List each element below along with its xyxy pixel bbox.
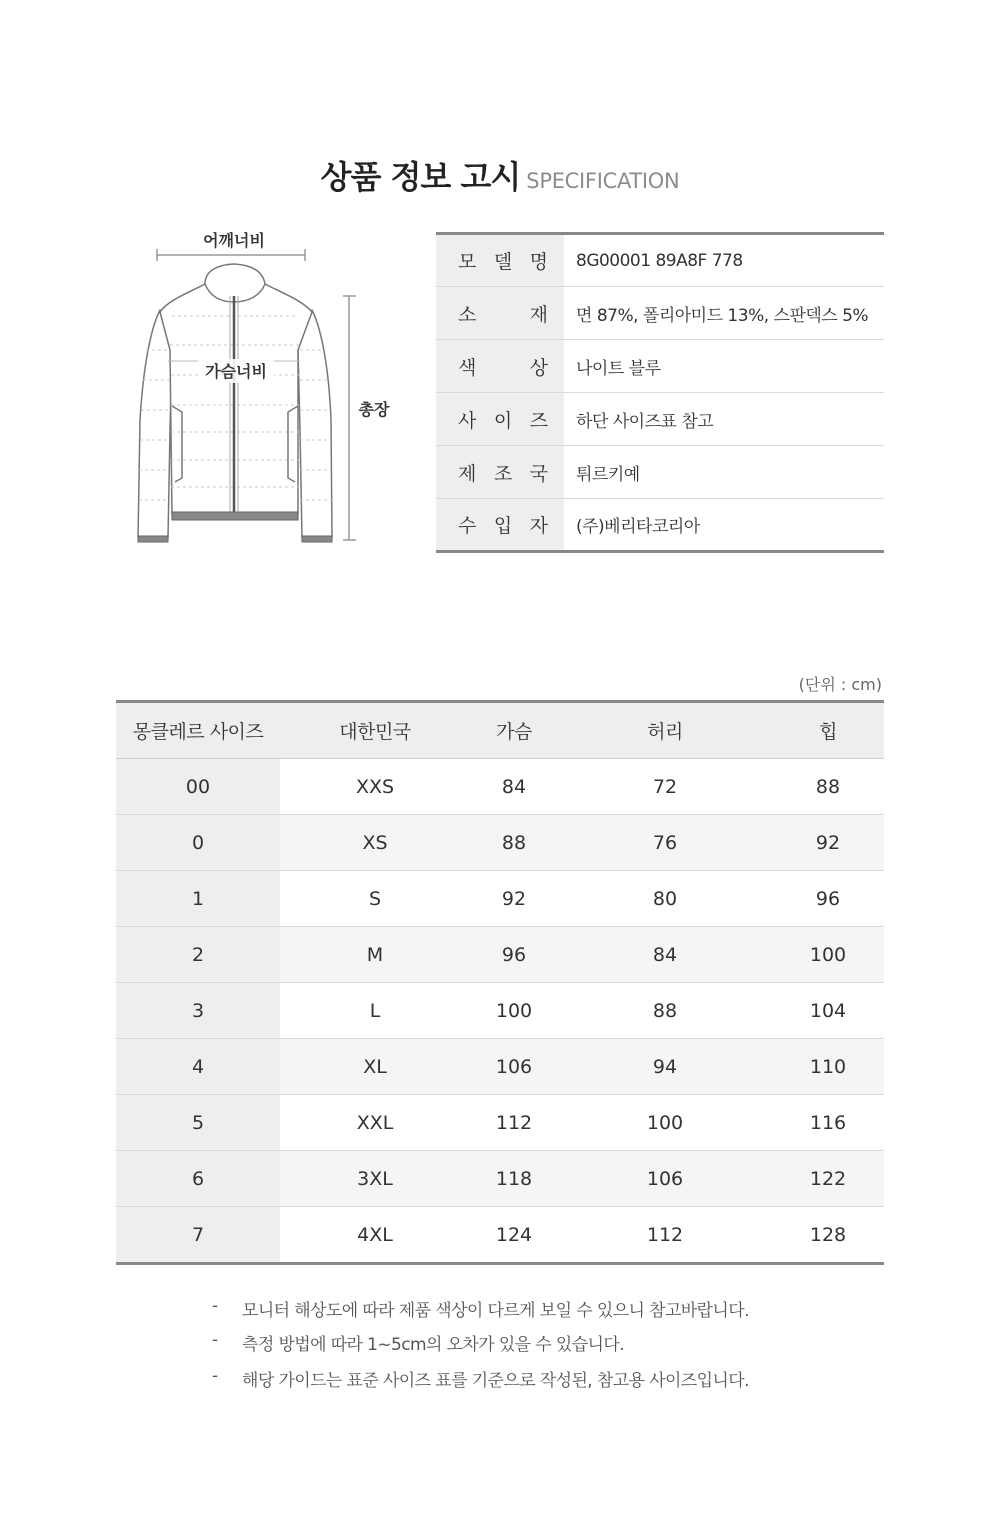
cell: M [280, 927, 470, 983]
header-waist: 허리 [558, 702, 772, 759]
spec-value: 8G00001 89A8F 778 [564, 234, 884, 287]
spec-table [436, 232, 884, 553]
cell: 96 [772, 871, 884, 927]
cell: 110 [772, 1039, 884, 1095]
title-main: 상품 정보 고시 [320, 158, 521, 196]
cell: 92 [470, 871, 558, 927]
list-item: - 모니터 해상도에 따라 제품 색상이 다르게 보일 수 있으니 참고바랍니다. [212, 1296, 749, 1330]
cell: 100 [470, 983, 558, 1039]
spec-value: 나이트 블루 [564, 340, 884, 393]
spec-key: 모 델 명 [436, 234, 564, 287]
header-chest: 가슴 [470, 702, 558, 759]
cell: XXS [280, 759, 470, 815]
title-sub: SPECIFICATION [526, 169, 680, 193]
table-row [116, 983, 884, 1039]
table-row [116, 927, 884, 983]
cell: 112 [558, 1207, 772, 1264]
cell: 7 [116, 1207, 280, 1264]
cell: 4XL [280, 1207, 470, 1264]
cell: 88 [772, 759, 884, 815]
length-label: 총장 [358, 400, 390, 419]
cell: XXL [280, 1095, 470, 1151]
cell: 122 [772, 1151, 884, 1207]
cell: 1 [116, 871, 280, 927]
cell: 124 [470, 1207, 558, 1264]
table-row [116, 1151, 884, 1207]
spec-row-model [436, 234, 884, 287]
spec-row-importer [436, 499, 884, 552]
cell: 84 [558, 927, 772, 983]
cell: 100 [772, 927, 884, 983]
note-text: 측정 방법에 따라 1~5cm의 오차가 있을 수 있습니다. [242, 1335, 625, 1355]
size-table-header [116, 702, 884, 759]
page-title [0, 152, 1000, 198]
cell: 00 [116, 759, 280, 815]
spec-key: 사 이 즈 [436, 393, 564, 446]
table-row [116, 1039, 884, 1095]
shoulder-label: 어깨너비 [203, 231, 265, 250]
unit-note: (단위 : cm) [798, 675, 882, 694]
cell: 72 [558, 759, 772, 815]
cell: 100 [558, 1095, 772, 1151]
cell: 6 [116, 1151, 280, 1207]
chest-label: 가슴너비 [205, 362, 267, 381]
spec-row-color [436, 340, 884, 393]
list-item: - 해당 가이드는 표준 사이즈 표를 기준으로 작성된, 참고용 사이즈입니다. [212, 1366, 749, 1391]
spec-key: 소 재 [436, 287, 564, 340]
cell: S [280, 871, 470, 927]
cell: 76 [558, 815, 772, 871]
spec-value: (주)베리타코리아 [564, 499, 884, 552]
spec-key: 제 조 국 [436, 446, 564, 499]
spec-key: 색 상 [436, 340, 564, 393]
table-row [116, 871, 884, 927]
cell: 128 [772, 1207, 884, 1264]
list-item: - 측정 방법에 따라 1~5cm의 오차가 있을 수 있습니다. [212, 1330, 749, 1366]
cell: 80 [558, 871, 772, 927]
table-row [116, 1095, 884, 1151]
spec-key: 수 입 자 [436, 499, 564, 552]
cell: 92 [772, 815, 884, 871]
size-table [116, 700, 884, 1265]
spec-value: 면 87%, 폴리아미드 13%, 스판덱스 5% [564, 287, 884, 340]
notes-list [212, 1296, 749, 1391]
cell: 5 [116, 1095, 280, 1151]
spec-row-origin [436, 446, 884, 499]
cell: 3 [116, 983, 280, 1039]
spec-row-size [436, 393, 884, 446]
cell: 118 [470, 1151, 558, 1207]
table-row [116, 815, 884, 871]
spec-value: 하단 사이즈표 참고 [564, 393, 884, 446]
cell: XS [280, 815, 470, 871]
note-text: 모니터 해상도에 따라 제품 색상이 다르게 보일 수 있으니 참고바랍니다. [242, 1301, 749, 1321]
cell: 88 [558, 983, 772, 1039]
cell: L [280, 983, 470, 1039]
note-text: 해당 가이드는 표준 사이즈 표를 기준으로 작성된, 참고용 사이즈입니다. [242, 1371, 749, 1391]
table-row [116, 759, 884, 815]
cell: 94 [558, 1039, 772, 1095]
spec-value: 튀르키예 [564, 446, 884, 499]
cell: 2 [116, 927, 280, 983]
cell: 0 [116, 815, 280, 871]
jacket-illustration [130, 222, 400, 552]
cell: 3XL [280, 1151, 470, 1207]
header-korea-size: 대한민국 [280, 702, 470, 759]
header-hip: 힙 [772, 702, 884, 759]
cell: 4 [116, 1039, 280, 1095]
cell: 106 [470, 1039, 558, 1095]
spec-row-material [436, 287, 884, 340]
cell: 96 [470, 927, 558, 983]
table-row [116, 1207, 884, 1264]
cell: 84 [470, 759, 558, 815]
cell: XL [280, 1039, 470, 1095]
cell: 106 [558, 1151, 772, 1207]
cell: 116 [772, 1095, 884, 1151]
cell: 112 [470, 1095, 558, 1151]
cell: 88 [470, 815, 558, 871]
header-moncler-size: 몽클레르 사이즈 [116, 702, 280, 759]
cell: 104 [772, 983, 884, 1039]
